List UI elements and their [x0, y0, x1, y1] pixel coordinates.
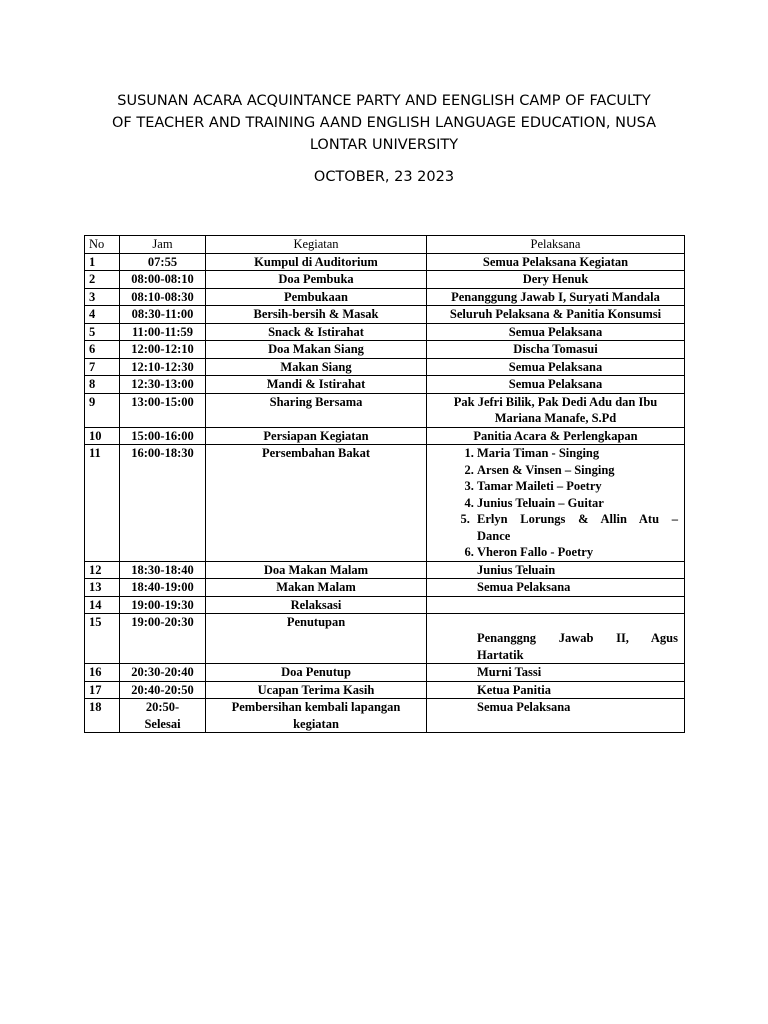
cell-jam: 08:10-08:30 [120, 288, 206, 306]
table-row [85, 376, 685, 394]
cell-pelaksana [427, 596, 685, 614]
header-jam: Jam [120, 236, 206, 254]
cell-kegiatan: Persembahan Bakat [206, 445, 427, 562]
cell-jam: 12:30-13:00 [120, 376, 206, 394]
cell-jam: 19:00-19:30 [120, 596, 206, 614]
cell-kegiatan: Pembukaan [206, 288, 427, 306]
cell-pelaksana: Semua Pelaksana [427, 358, 685, 376]
document-title [60, 90, 708, 156]
title-line-1: SUSUNAN ACARA ACQUINTANCE PARTY AND EENGLISH CAMP OF FACULTY [117, 93, 651, 109]
title-line-3: LONTAR UNIVERSITY [309, 137, 459, 153]
cell-jam: 07:55 [120, 253, 206, 271]
list-item: 2. Arsen & Vinsen – Singing [477, 462, 678, 479]
pelaksana-line-1: Pak Jefri Bilik, Pak Dedi Adu dan Ibu [453, 394, 658, 409]
table-row [85, 393, 685, 427]
cell-jam: 11:00-11:59 [120, 323, 206, 341]
cell-no: 12 [85, 561, 120, 579]
talent-list [427, 445, 680, 561]
table-row [85, 427, 685, 445]
cell-kegiatan: Kumpul di Auditorium [206, 253, 427, 271]
cell-kegiatan: Relaksasi [206, 596, 427, 614]
pelaksana-line-2: Mariana Manafe, S.Pd [494, 411, 617, 425]
cell-jam: 18:30-18:40 [120, 561, 206, 579]
cell-pelaksana: Penanggung Jawab I, Suryati Mandala [427, 288, 685, 306]
table-row [85, 664, 685, 682]
cell-no: 15 [85, 614, 120, 664]
list-item: 3. Tamar Maileti – Poetry [477, 478, 678, 495]
cell-no: 18 [85, 699, 120, 733]
header-kegiatan: Kegiatan [206, 236, 427, 254]
table-row [85, 271, 685, 289]
table-row [85, 306, 685, 324]
cell-pelaksana: Discha Tomasui [427, 341, 685, 359]
cell-kegiatan: Doa Makan Siang [206, 341, 427, 359]
header-pelaksana: Pelaksana [427, 236, 685, 254]
cell-pelaksana: Semua Pelaksana [427, 699, 685, 733]
kegiatan-line-1: Pembersihan kembali lapangan [231, 700, 401, 714]
table-row [85, 579, 685, 597]
cell-pelaksana: Semua Pelaksana [427, 376, 685, 394]
cell-no: 2 [85, 271, 120, 289]
table-row [85, 323, 685, 341]
cell-pelaksana [427, 614, 685, 664]
cell-jam: 19:00-20:30 [120, 614, 206, 664]
cell-no: 3 [85, 288, 120, 306]
table-row [85, 699, 685, 733]
cell-jam: 20:30-20:40 [120, 664, 206, 682]
title-line-2: OF TEACHER AND TRAINING AAND ENGLISH LANGUAGE EDUCATION, NUSA [111, 115, 656, 131]
cell-kegiatan: Makan Malam [206, 579, 427, 597]
cell-pelaksana: Semua Pelaksana Kegiatan [427, 253, 685, 271]
table-row [85, 596, 685, 614]
table-header-row [85, 236, 685, 254]
cell-kegiatan: Doa Penutup [206, 664, 427, 682]
cell-jam: 18:40-19:00 [120, 579, 206, 597]
cell-kegiatan: Snack & Istirahat [206, 323, 427, 341]
cell-pelaksana: Panitia Acara & Perlengkapan [427, 427, 685, 445]
table-row [85, 253, 685, 271]
table-row [85, 341, 685, 359]
kegiatan-line-2: kegiatan [293, 716, 339, 731]
cell-pelaksana [427, 445, 685, 562]
list-item: 6. Vheron Fallo - Poetry [477, 544, 678, 561]
cell-kegiatan: Bersih-bersih & Masak [206, 306, 427, 324]
cell-jam: 13:00-15:00 [120, 393, 206, 427]
cell-kegiatan: Persiapan Kegiatan [206, 427, 427, 445]
cell-pelaksana: Junius Teluain [427, 561, 685, 579]
jam-line-2: Selesai [144, 716, 181, 731]
cell-kegiatan: Ucapan Terima Kasih [206, 681, 427, 699]
table-row [85, 614, 685, 664]
document-date: OCTOBER, 23 2023 [313, 169, 455, 185]
cell-pelaksana: Murni Tassi [427, 664, 685, 682]
cell-no: 14 [85, 596, 120, 614]
cell-kegiatan: Makan Siang [206, 358, 427, 376]
cell-kegiatan: Doa Pembuka [206, 271, 427, 289]
table-row [85, 288, 685, 306]
list-item: 5. Erlyn Lorungs & Allin Atu – Dance [477, 511, 678, 544]
cell-no: 16 [85, 664, 120, 682]
cell-pelaksana: Semua Pelaksana [427, 579, 685, 597]
pelaksana-text: Penanggng Jawab II, Agus Hartatik [477, 631, 678, 662]
cell-pelaksana: Dery Henuk [427, 271, 685, 289]
cell-no: 11 [85, 445, 120, 562]
cell-jam: 20:40-20:50 [120, 681, 206, 699]
cell-jam: 12:00-12:10 [120, 341, 206, 359]
header-no: No [85, 236, 120, 254]
cell-no: 17 [85, 681, 120, 699]
cell-jam: 12:10-12:30 [120, 358, 206, 376]
cell-kegiatan: Mandi & Istirahat [206, 376, 427, 394]
cell-no: 4 [85, 306, 120, 324]
cell-jam: 08:00-08:10 [120, 271, 206, 289]
cell-no: 8 [85, 376, 120, 394]
table-row [85, 561, 685, 579]
cell-kegiatan [206, 699, 427, 733]
cell-no: 5 [85, 323, 120, 341]
cell-jam: 15:00-16:00 [120, 427, 206, 445]
table-row [85, 445, 685, 562]
cell-no: 7 [85, 358, 120, 376]
table-row [85, 358, 685, 376]
cell-kegiatan: Penutupan [206, 614, 427, 664]
cell-jam [120, 699, 206, 733]
jam-line-1: 20:50- [145, 700, 180, 714]
cell-pelaksana: Semua Pelaksana [427, 323, 685, 341]
cell-kegiatan: Sharing Bersama [206, 393, 427, 427]
cell-no: 13 [85, 579, 120, 597]
cell-no: 9 [85, 393, 120, 427]
cell-no: 10 [85, 427, 120, 445]
cell-pelaksana [427, 393, 685, 427]
cell-jam: 08:30-11:00 [120, 306, 206, 324]
cell-pelaksana: Ketua Panitia [427, 681, 685, 699]
cell-no: 6 [85, 341, 120, 359]
cell-no: 1 [85, 253, 120, 271]
schedule-table [84, 235, 685, 733]
list-item: 4. Junius Teluain – Guitar [477, 495, 678, 512]
list-item: 1. Maria Timan - Singing [477, 445, 678, 462]
cell-kegiatan: Doa Makan Malam [206, 561, 427, 579]
cell-jam: 16:00-18:30 [120, 445, 206, 562]
cell-pelaksana: Seluruh Pelaksana & Panitia Konsumsi [427, 306, 685, 324]
table-row [85, 681, 685, 699]
